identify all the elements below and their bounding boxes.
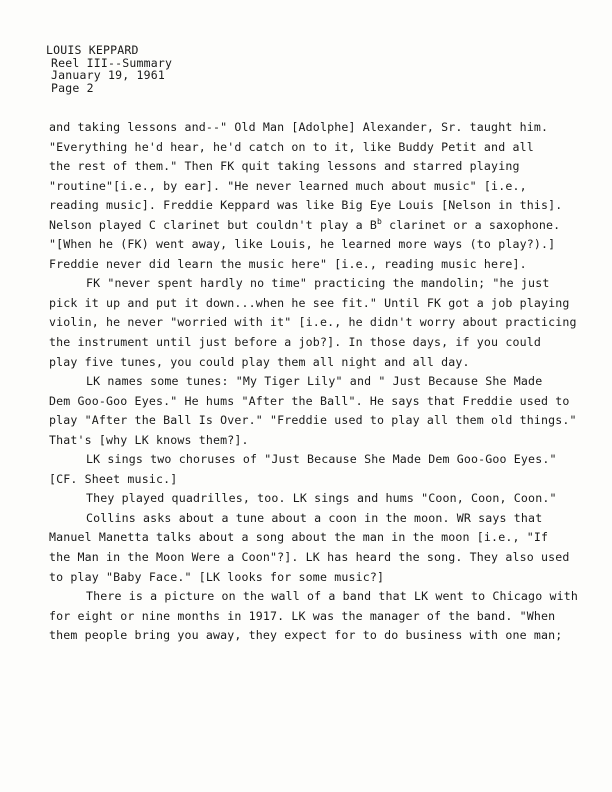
reel-label: Reel III--Summary bbox=[51, 55, 173, 70]
text-line: That's [why LK knows them?]. bbox=[49, 432, 249, 447]
text-line: reading music]. Freddie Keppard was like Big Eye Louis [Nelson in this]. bbox=[49, 198, 563, 213]
text-line: the instrument until just before a job?]. In those days, if you could bbox=[49, 335, 541, 350]
text-line: "Everything he'd hear, he'd catch on to it, like Buddy Petit and all bbox=[49, 139, 534, 154]
text-line: FK "never spent hardly no time" practicing the mandolin; "he just bbox=[86, 276, 550, 291]
document-header bbox=[46, 44, 172, 94]
text-line: They played quadrilles, too. LK sings and hums "Coon, Coon, Coon." bbox=[86, 491, 557, 506]
text-line: the Man in the Moon Were a Coon"?]. LK has heard the song. They also used bbox=[49, 550, 570, 565]
text-line: to play "Baby Face." [LK looks for some music?] bbox=[49, 569, 385, 584]
text-line: Manuel Manetta talks about a song about the man in the moon [i.e., "If bbox=[49, 530, 549, 545]
text-line: [CF. Sheet music.] bbox=[49, 471, 178, 486]
text-line: Freddie never did learn the music here" [i.e., reading music here]. bbox=[49, 256, 527, 271]
text-line: "[When he (FK) went away, like Louis, he learned more ways (to play?).] bbox=[49, 237, 556, 252]
paragraph bbox=[49, 118, 581, 274]
text-line: for eight or nine months in 1917. LK was the manager of the band. "When bbox=[49, 608, 556, 623]
text-line: pick it up and put it down...when he see fit." Until FK got a job playing bbox=[49, 295, 570, 310]
text-line: violin, he never "worried with it" [i.e., he didn't worry about practicing bbox=[49, 315, 577, 330]
paragraph bbox=[49, 274, 581, 372]
text-line: Collins asks about a tune about a coon in the moon. WR says that bbox=[86, 510, 543, 525]
paragraph bbox=[49, 372, 581, 450]
interviewee-name: LOUIS KEPPARD bbox=[46, 43, 139, 57]
page-number: Page 2 bbox=[51, 80, 94, 95]
document-body bbox=[49, 118, 581, 646]
paragraph bbox=[49, 587, 581, 646]
paragraph bbox=[49, 489, 581, 509]
text-line: them people bring you away, they expect for to do business with one man; bbox=[49, 628, 563, 643]
text-line: Dem Goo-Goo Eyes." He hums "After the Ball". He says that Freddie used to bbox=[49, 393, 570, 408]
text-line: and taking lessons and--" Old Man [Adolphe] Alexander, Sr. taught him. bbox=[49, 120, 549, 134]
text-line: There is a picture on the wall of a band that LK went to Chicago with bbox=[86, 589, 578, 604]
text-line: play five tunes, you could play them all night and all day. bbox=[49, 354, 470, 369]
text-line: play "After the Ball Is Over." "Freddie used to play all them old things." bbox=[49, 413, 577, 428]
text-line: LK names some tunes: "My Tiger Lily" and " Just Because She Made bbox=[86, 374, 543, 389]
text-fragment: b bbox=[377, 216, 382, 226]
text-fragment: Nelson played C clarinet but couldn't play a bbox=[49, 217, 370, 232]
text-fragment: B bbox=[369, 217, 377, 232]
text-line bbox=[49, 216, 581, 236]
paragraph bbox=[49, 450, 581, 489]
text-line: LK sings two choruses of "Just Because She Made Dem Goo-Goo Eyes." bbox=[86, 452, 557, 467]
interview-date: January 19, 1961 bbox=[51, 68, 165, 82]
text-fragment: clarinet or a saxophone. bbox=[381, 217, 561, 232]
text-line: "routine"[i.e., by ear]. "He never learned much about music" [i.e., bbox=[49, 178, 527, 193]
text-line: the rest of them." Then FK quit taking lessons and starred playing bbox=[49, 159, 520, 174]
paragraph bbox=[49, 509, 581, 587]
